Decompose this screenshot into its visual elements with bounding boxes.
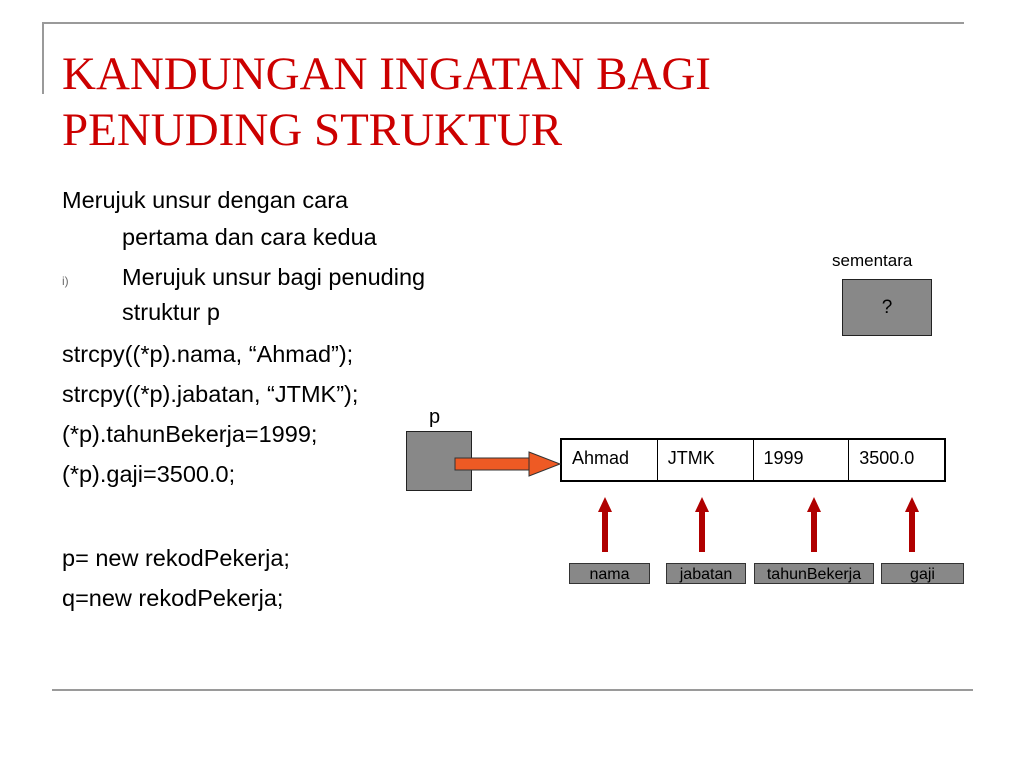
code-line-4: (*p).gaji=3500.0; [62, 461, 236, 487]
field-label-gaji: gaji [881, 563, 964, 584]
body-line-2b: struktur p [122, 299, 220, 325]
code-line-1: strcpy((*p).nama, “Ahmad”); [62, 341, 354, 367]
record-cell-gaji: 3500.0 [859, 448, 915, 468]
code-line-6: q=new rekodPekerja; [62, 585, 284, 611]
code-line-2: strcpy((*p).jabatan, “JTMK”); [62, 381, 359, 407]
record-cell-tahunbekerja: 1999 [754, 440, 850, 480]
field-label-jabatan: jabatan [666, 563, 746, 584]
body-line-1a: Merujuk unsur dengan cara [62, 187, 349, 213]
field-label-nama: nama [569, 563, 650, 584]
field-label-tahunbekerja: tahunBekerja [754, 563, 874, 584]
field-arrow-gaji [905, 497, 919, 552]
field-arrow-jabatan [695, 497, 709, 552]
field-arrow-nama [598, 497, 612, 552]
record-cell-jabatan: JTMK [658, 440, 754, 480]
temp-label: sementara [832, 251, 913, 270]
title-line-2: PENUDING STRUKTUR [62, 104, 563, 156]
code-line-3: (*p).tahunBekerja=1999; [62, 421, 318, 447]
pointer-label: p [429, 406, 441, 428]
body-line-2a: Merujuk unsur bagi penuding [122, 264, 426, 290]
body-line-1b: pertama dan cara kedua [122, 224, 377, 250]
record-cell-nama: Ahmad [562, 440, 658, 480]
bullet-marker: i) [62, 274, 69, 288]
title-line-1: KANDUNGAN INGATAN BAGI [62, 48, 711, 100]
field-arrow-tahunbekerja [807, 497, 821, 552]
code-line-5: p= new rekodPekerja; [62, 545, 290, 571]
temp-box: ? [842, 279, 932, 336]
pointer-arrow [455, 452, 560, 476]
